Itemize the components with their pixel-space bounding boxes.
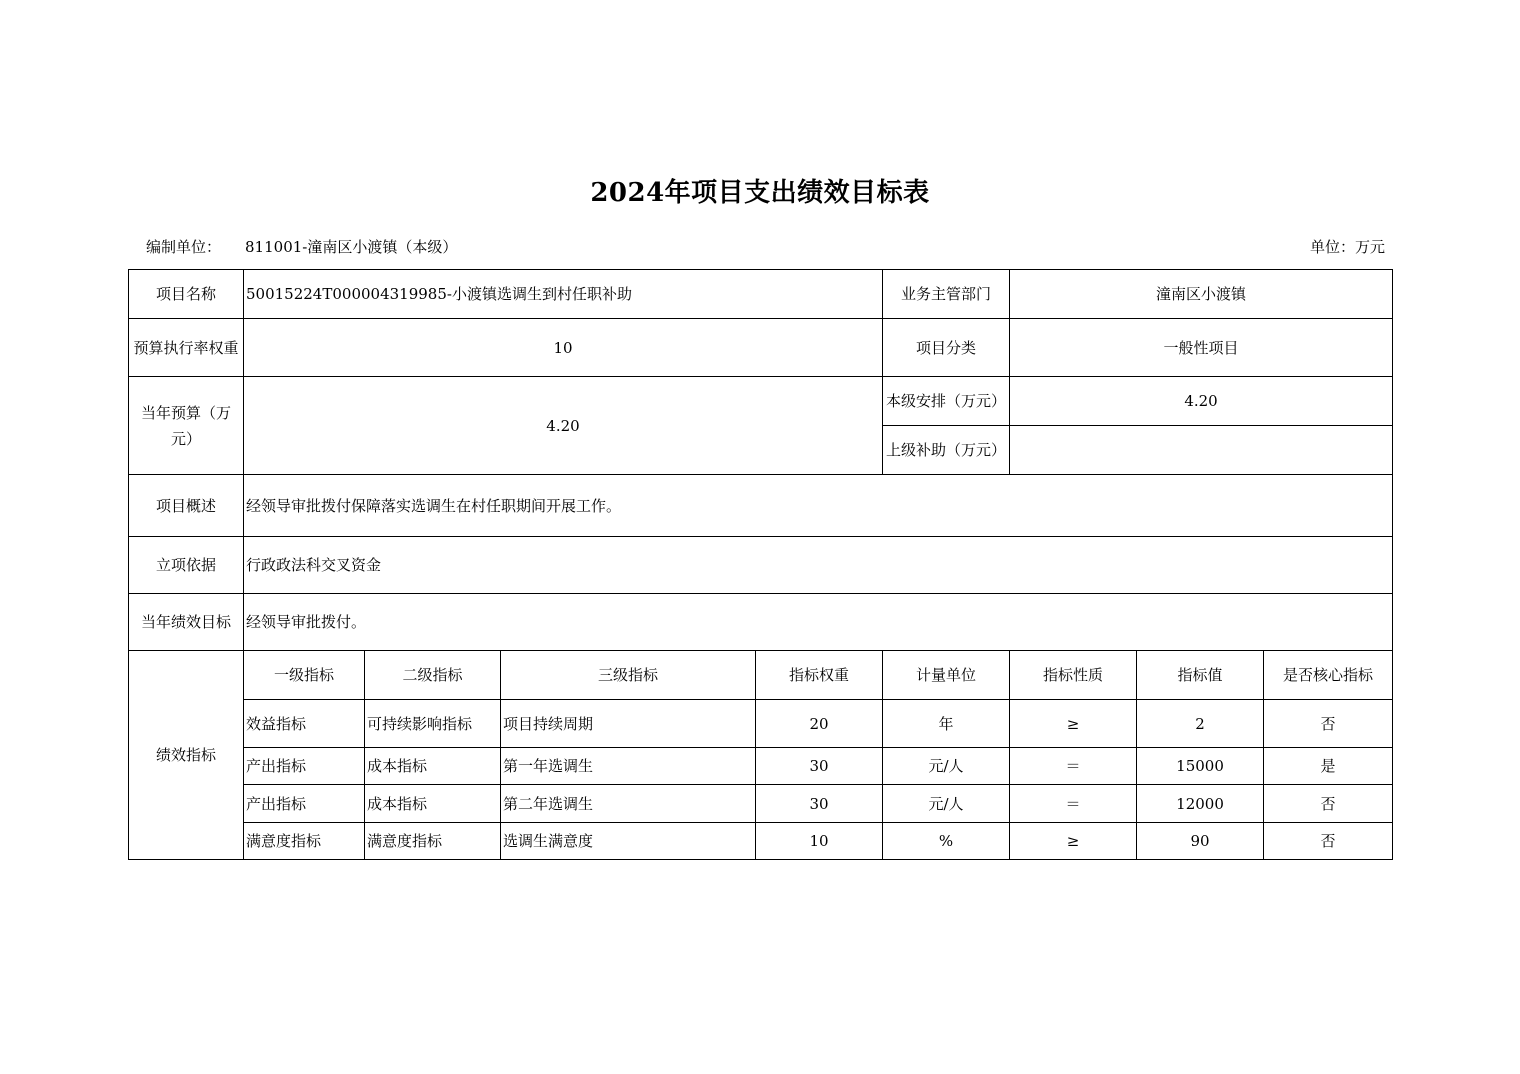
dept-label: 业务主管部门: [883, 270, 1010, 319]
goal-label: 当年绩效目标: [129, 594, 244, 651]
basis-label: 立项依据: [129, 537, 244, 594]
own-budget-label: 本级安排（万元）: [883, 377, 1010, 426]
superior-budget-value: [1010, 426, 1393, 475]
project-name-value: 50015224T000004319985-小渡镇选调生到村任职补助: [244, 270, 883, 319]
own-budget-value: 4.20: [1010, 377, 1393, 426]
indicator-weight: 10: [756, 823, 883, 860]
table-row: [129, 748, 1393, 785]
category-label: 项目分类: [883, 319, 1010, 377]
indicator-level2: 成本指标: [365, 748, 501, 785]
indicator-value: 12000: [1137, 785, 1264, 823]
indicator-weight: 20: [756, 700, 883, 748]
indicator-weight: 30: [756, 785, 883, 823]
indicator-level3: 第二年选调生: [501, 785, 756, 823]
overview-value: 经领导审批拨付保障落实选调生在村任职期间开展工作。: [244, 475, 1393, 537]
indicator-level1: 效益指标: [244, 700, 365, 748]
indicator-header: 指标值: [1137, 651, 1264, 700]
indicator-nature: ＝: [1010, 785, 1137, 823]
goal-value: 经领导审批拨付。: [244, 594, 1393, 651]
basis-value: 行政政法科交叉资金: [244, 537, 1393, 594]
unit-label: 单位：万元: [1310, 238, 1386, 256]
page-title: 2024年项目支出绩效目标表: [590, 178, 930, 208]
org-info: [146, 236, 457, 257]
indicator-level2: 成本指标: [365, 785, 501, 823]
overview-label: 项目概述: [129, 475, 244, 537]
indicator-unit: 元/人: [883, 748, 1010, 785]
table-row: [129, 700, 1393, 748]
indicator-nature: ＝: [1010, 748, 1137, 785]
indicator-header: 指标权重: [756, 651, 883, 700]
indicator-level1: 满意度指标: [244, 823, 365, 860]
category-value: 一般性项目: [1010, 319, 1393, 377]
indicator-level2: 满意度指标: [365, 823, 501, 860]
indicator-nature: ≥: [1010, 823, 1137, 860]
indicator-level1: 产出指标: [244, 785, 365, 823]
org-label: 编制单位：: [146, 238, 222, 256]
project-name-label: 项目名称: [129, 270, 244, 319]
indicator-value: 15000: [1137, 748, 1264, 785]
budget-weight-value: 10: [244, 319, 883, 377]
table-row: [129, 823, 1393, 860]
indicator-level2: 可持续影响指标: [365, 700, 501, 748]
indicator-core: 否: [1264, 700, 1393, 748]
indicator-weight: 30: [756, 748, 883, 785]
indicator-header: 三级指标: [501, 651, 756, 700]
indicator-unit: 年: [883, 700, 1010, 748]
indicator-header: 一级指标: [244, 651, 365, 700]
indicator-unit: 元/人: [883, 785, 1010, 823]
annual-budget-label: 当年预算（万元）: [129, 377, 244, 475]
performance-table: [128, 269, 1393, 860]
indicator-value: 90: [1137, 823, 1264, 860]
budget-weight-label: 预算执行率权重: [129, 319, 244, 377]
indicator-value: 2: [1137, 700, 1264, 748]
indicator-core: 否: [1264, 823, 1393, 860]
superior-budget-label: 上级补助（万元）: [883, 426, 1010, 475]
indicators-section-label: 绩效指标: [129, 651, 244, 860]
indicator-unit: %: [883, 823, 1010, 860]
indicator-level3: 第一年选调生: [501, 748, 756, 785]
indicator-nature: ≥: [1010, 700, 1137, 748]
indicator-level3: 选调生满意度: [501, 823, 756, 860]
indicator-core: 是: [1264, 748, 1393, 785]
dept-value: 潼南区小渡镇: [1010, 270, 1393, 319]
indicator-header: 指标性质: [1010, 651, 1137, 700]
indicator-header: 是否核心指标: [1264, 651, 1393, 700]
annual-budget-value: 4.20: [244, 377, 883, 475]
indicator-header: 二级指标: [365, 651, 501, 700]
indicator-core: 否: [1264, 785, 1393, 823]
indicator-level3: 项目持续周期: [501, 700, 756, 748]
indicator-header: 计量单位: [883, 651, 1010, 700]
table-row: [129, 785, 1393, 823]
indicator-level1: 产出指标: [244, 748, 365, 785]
org-value: 811001-潼南区小渡镇（本级）: [245, 238, 458, 256]
